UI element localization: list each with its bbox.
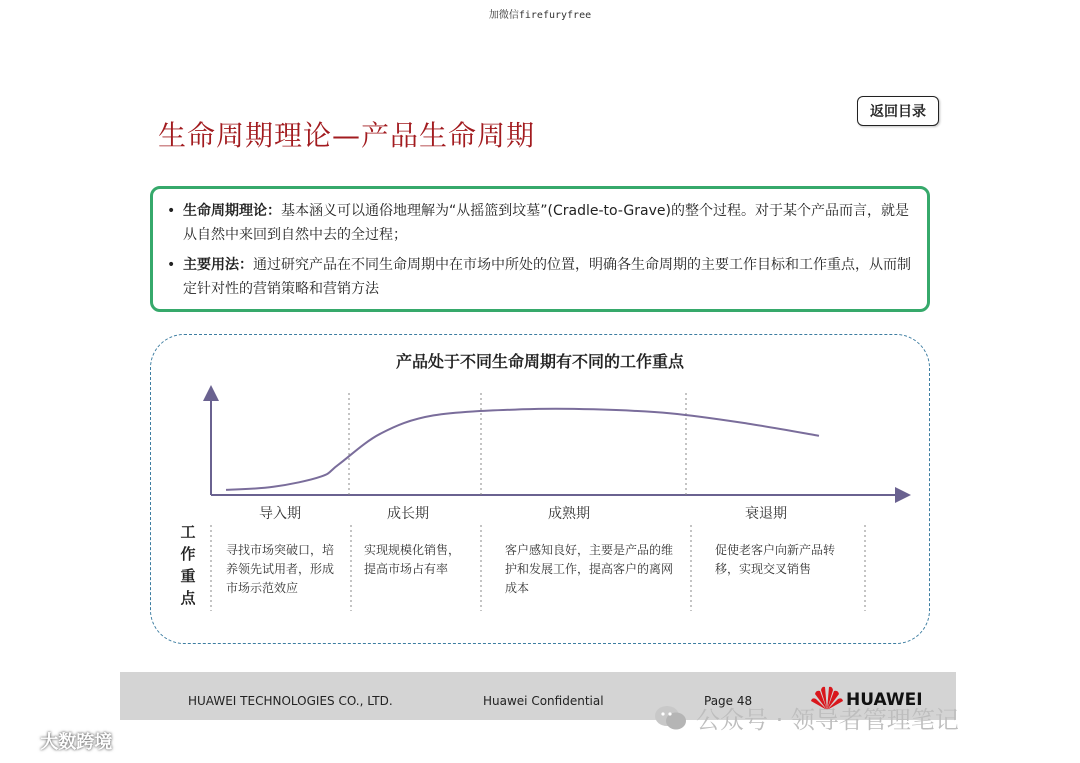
focus-text-maturity: 客户感知良好，主要是产品的维护和发展工作，提高客户的离网成本 (505, 543, 674, 595)
bullet-label: 主要用法： (183, 257, 253, 273)
bullet-text: 基本涵义可以通俗地理解为“从摇篮到坟墓”(Cradle-to-Grave)的整个过程。对于某个产品而言，就是从自然中来回到自然中去的全过程； (183, 203, 909, 243)
focus-text-intro: 寻找市场突破口，培养领先试用者，形成市场示范效应 (226, 543, 335, 595)
wechat-icon (654, 704, 688, 732)
focus-text-decline: 促使老客户向新产品转移，实现交叉销售 (715, 543, 836, 576)
intro-bullet-definition (167, 199, 913, 247)
footer-company: HUAWEI TECHNOLOGIES CO., LTD. (188, 694, 393, 708)
lifecycle-curve (226, 409, 819, 490)
phase-label-growth: 成长期 (387, 506, 429, 522)
lifecycle-chart-panel (150, 334, 930, 644)
chart-title: 产品处于不同生命周期有不同的工作重点 (395, 352, 684, 371)
brand-watermark-icon (8, 733, 34, 753)
footer-confidential: Huawei Confidential (483, 694, 604, 708)
back-to-contents-button[interactable]: 返回目录 (857, 96, 939, 126)
logo-text: HUAWEI (846, 690, 923, 710)
page-title: 生命周期理论—产品生命周期 (158, 119, 536, 152)
top-note: 加微信firefuryfree (488, 10, 592, 21)
bullet-text: 通过研究产品在不同生命周期中在市场中所处的位置，明确各生命周期的主要工作目标和工作重点，从而制定针对性的营销策略和营销方法 (183, 257, 911, 297)
footer-page-number: Page 48 (704, 694, 753, 708)
phase-label-maturity: 成熟期 (548, 506, 590, 522)
watermark-left-text: 大数跨境 (40, 732, 113, 753)
intro-bullet-usage (167, 253, 913, 301)
intro-box (150, 186, 930, 312)
focus-text-growth: 实现规模化销售，提高市场占有率 (364, 543, 461, 576)
watermark-right-text: 公众号 · 领导者管理笔记 (696, 706, 959, 734)
bullet-label: 生命周期理论： (183, 203, 281, 219)
work-focus-label: 工作重点 (180, 523, 196, 607)
lifecycle-chart (151, 335, 931, 645)
phase-label-decline: 衰退期 (745, 506, 787, 522)
brand-watermark (8, 728, 112, 754)
wechat-watermark (654, 700, 959, 735)
phase-label-intro: 导入期 (259, 506, 301, 522)
